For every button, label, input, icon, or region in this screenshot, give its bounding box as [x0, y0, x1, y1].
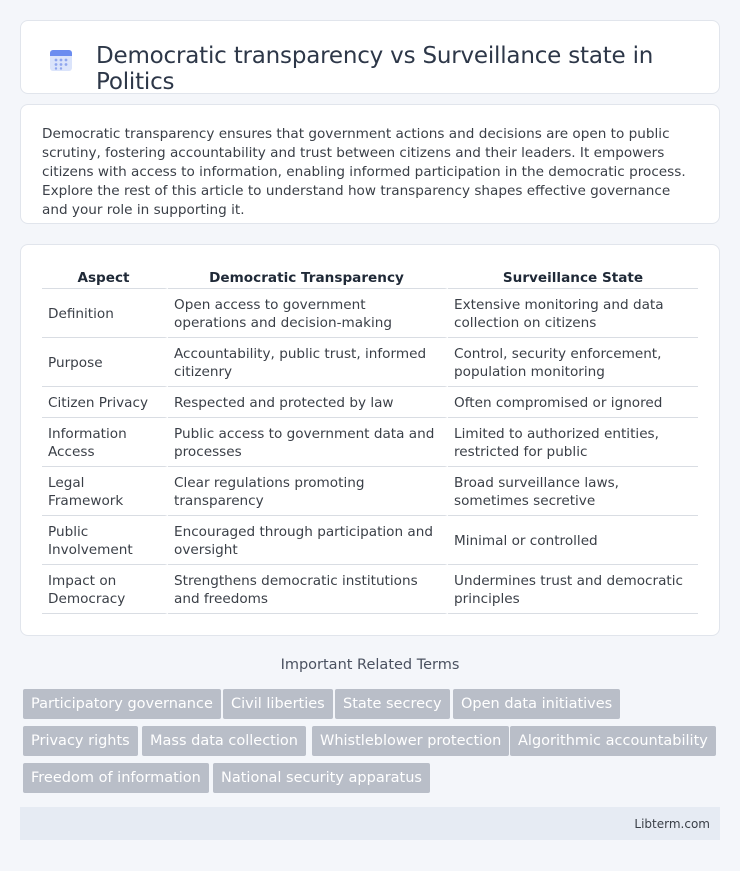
footer — [20, 807, 720, 840]
tag-algorithmic-accountability[interactable]: Algorithmic accountability — [510, 726, 716, 756]
table-row — [42, 387, 698, 418]
intro-card — [20, 104, 720, 224]
intro-text: Democratic transparency ensures that government actions and decisions are open to public scrutiny, fostering accountability and trust between citizens and their leaders. It empowers citizens with access to information, enabling informed participation in the democratic process. Explore the rest of this article to understand how transparency shapes effective governance and your role in supporting it. — [42, 126, 686, 218]
tag-mass-data-collection[interactable]: Mass data collection — [142, 726, 306, 756]
column-header-democratic-transparency: Democratic Transparency — [168, 265, 448, 289]
table-row — [42, 418, 698, 467]
cell-democratic: Strengthens democratic institutions and freedoms — [168, 565, 448, 614]
cell-democratic: Clear regulations promoting transparency — [168, 467, 448, 516]
cell-surveillance: Often compromised or ignored — [448, 387, 698, 418]
table-row — [42, 516, 698, 565]
cell-surveillance: Extensive monitoring and data collection on citizens — [448, 289, 698, 338]
column-header-surveillance-state: Surveillance State — [448, 265, 698, 289]
comparison-table — [42, 265, 698, 614]
cell-surveillance: Minimal or controlled — [448, 516, 698, 565]
calendar-icon — [48, 47, 74, 73]
table-header-row — [42, 265, 698, 289]
tag-participatory-governance[interactable]: Participatory governance — [23, 689, 221, 719]
tag-civil-liberties[interactable]: Civil liberties — [223, 689, 333, 719]
footer-site-link[interactable]: Libterm.com — [634, 817, 710, 831]
page-title: Democratic transparency vs Surveillance state in Politics — [96, 43, 654, 95]
column-header-aspect: Aspect — [42, 265, 168, 289]
tag-whistleblower-protection[interactable]: Whistleblower protection — [312, 726, 509, 756]
header-card — [20, 20, 720, 94]
cell-aspect: Information Access — [42, 418, 168, 467]
cell-democratic: Respected and protected by law — [168, 387, 448, 418]
cell-aspect: Legal Framework — [42, 467, 168, 516]
tag-state-secrecy[interactable]: State secrecy — [335, 689, 450, 719]
table-row — [42, 289, 698, 338]
cell-democratic: Accountability, public trust, informed citizenry — [168, 338, 448, 387]
cell-surveillance: Control, security enforcement, population monitoring — [448, 338, 698, 387]
tag-national-security-apparatus[interactable]: National security apparatus — [213, 763, 430, 793]
table-row — [42, 565, 698, 614]
cell-democratic: Public access to government data and processes — [168, 418, 448, 467]
table-row — [42, 467, 698, 516]
tag-open-data-initiatives[interactable]: Open data initiatives — [453, 689, 620, 719]
comparison-card — [20, 244, 720, 636]
tag-privacy-rights[interactable]: Privacy rights — [23, 726, 138, 756]
cell-surveillance: Broad surveillance laws, sometimes secretive — [448, 467, 698, 516]
tag-freedom-of-information[interactable]: Freedom of information — [23, 763, 209, 793]
cell-aspect: Citizen Privacy — [42, 387, 168, 418]
cell-aspect: Definition — [42, 289, 168, 338]
table-row — [42, 338, 698, 387]
cell-democratic: Encouraged through participation and oversight — [168, 516, 448, 565]
cell-aspect: Impact on Democracy — [42, 565, 168, 614]
cell-aspect: Purpose — [42, 338, 168, 387]
related-terms-title: Important Related Terms — [280, 657, 460, 673]
cell-aspect: Public Involvement — [42, 516, 168, 565]
cell-democratic: Open access to government operations and decision-making — [168, 289, 448, 338]
cell-surveillance: Limited to authorized entities, restricted for public — [448, 418, 698, 467]
cell-surveillance: Undermines trust and democratic principles — [448, 565, 698, 614]
